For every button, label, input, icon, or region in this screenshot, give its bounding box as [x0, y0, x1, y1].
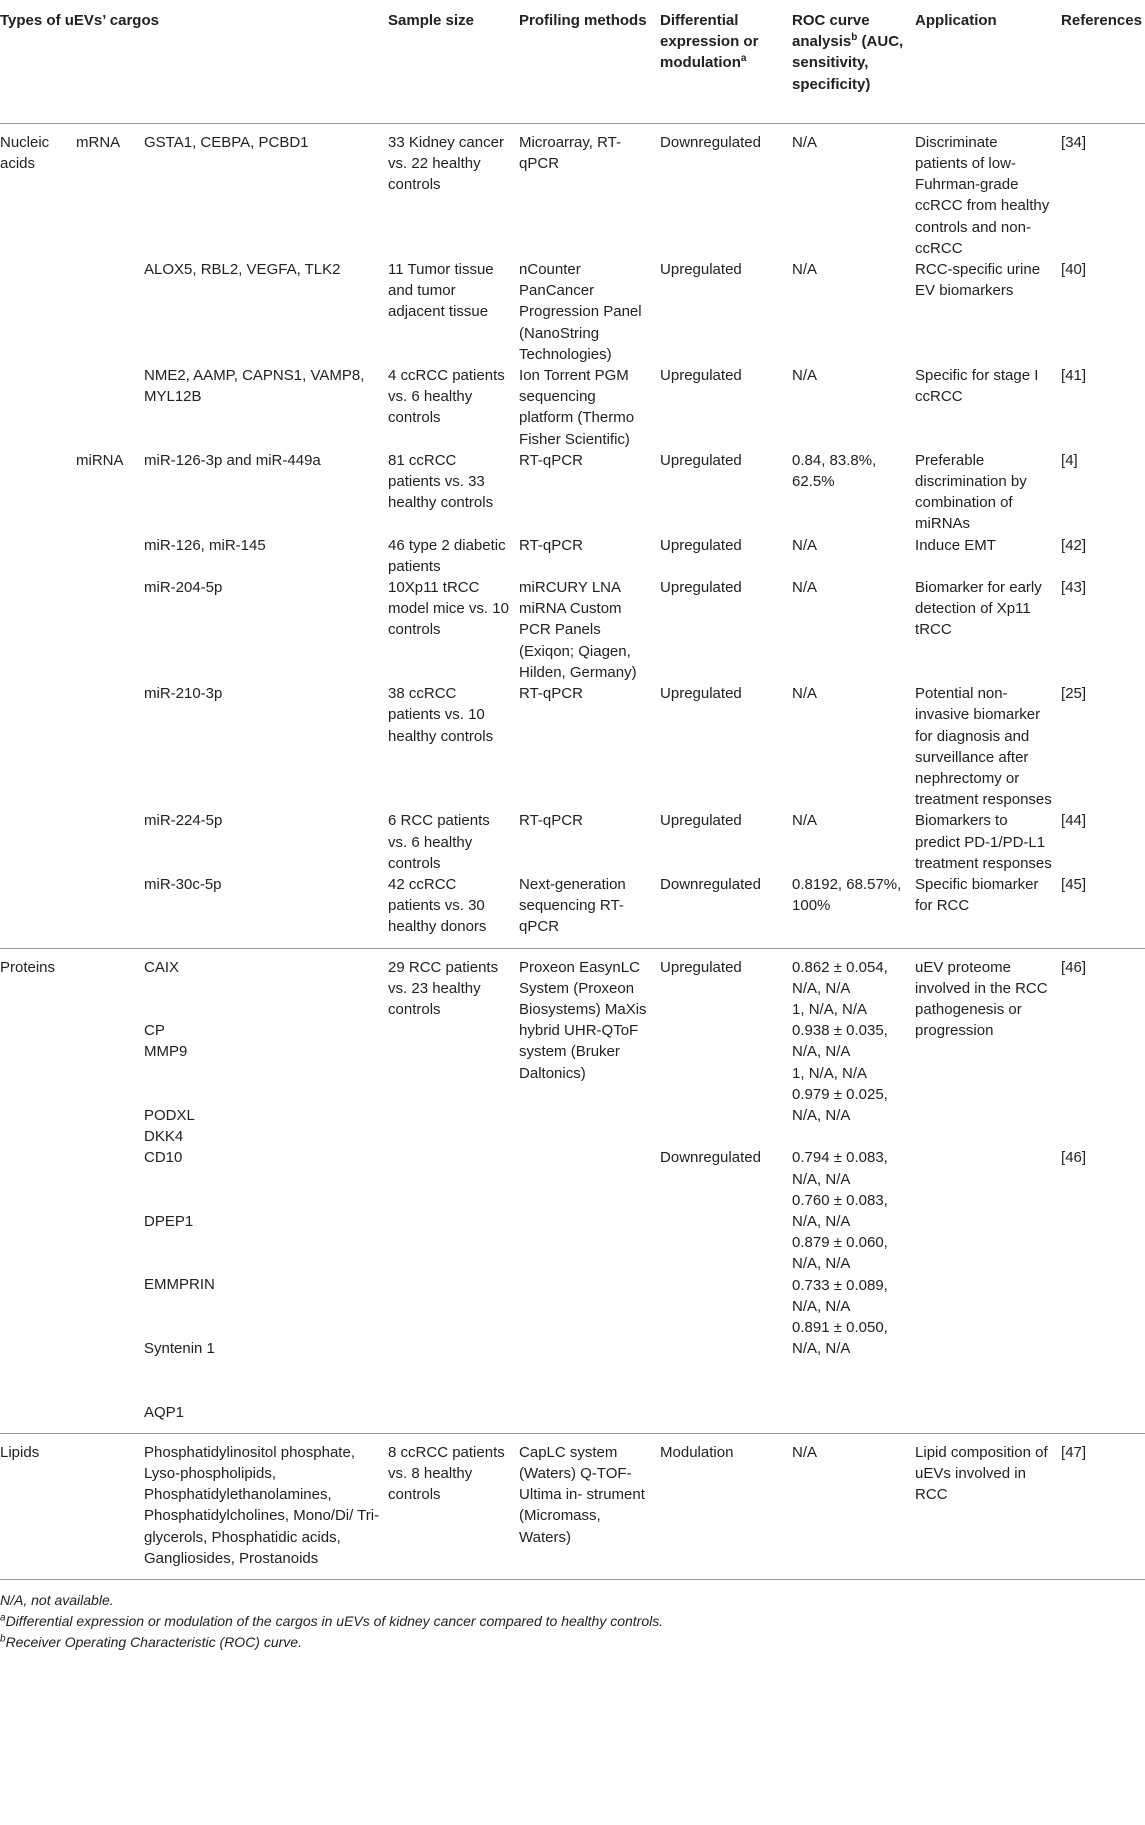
header-application: Application [915, 12, 997, 29]
table-row: Nucleic acids mRNA GSTA1, CEBPA, PCBD1 33 Kidney cancer vs. 22 healthy controls Microarray, RT-qPCR Downregulated N/A Discriminate patients of low-Fuhrman-grade ccRCC from healthy controls and non-ccRCC [34] [0, 123, 1145, 259]
nucleic-acids-group [0, 123, 1145, 948]
footnote-na: N/A, not available. [0, 1592, 114, 1609]
header-roc: ROC curve analysis$^b$ (AUC, sensitivity, specificity) [792, 12, 904, 93]
table-row: miRNA miR-126-3p and miR-449a 81 ccRCC patients vs. 33 healthy controls RT-qPCR Upregulated 0.84, 83.8%, 62.5% Preferable discrimination by combination of miRNAs [4] [0, 450, 1145, 535]
table-row: miR-210-3p 38 ccRCC patients vs. 10 healthy controls RT-qPCR Upregulated N/A Potential non-invasive biomarker for diagnosis and surveillance after nephrectomy or treatment responses [25] [144, 685, 1087, 809]
table-row: ALOX5, RBL2, VEGFA, TLK2 11 Tumor tissue and tumor adjacent tissue nCounter PanCancer Progression Panel (NanoString Technologies) Upregulated N/A RCC-specific urine EV biomarkers [40] [144, 261, 1087, 363]
footnote-a: $^a$Differential expression or modulation of the cargos in uEVs of kidney cancer compared to healthy controls. [0, 1612, 664, 1630]
header-references: References [1061, 12, 1142, 29]
subcategory-label: miRNA [76, 451, 124, 469]
table-row: miR-30c-5p 42 ccRCC patients vs. 30 healthy donors Next-generation sequencing RT-qPCR Downregulated 0.8192, 68.57%, 100% Specific biomarker for RCC [45] [144, 875, 1087, 936]
table-row: miR-204-5p 10Xp11 tRCC model mice vs. 10 controls miRCURY LNA miRNA Custom PCR Panels (Exiqon; Qiagen, Hilden, Germany) Upregulated N/A Biomarker for early detection of Xp11 tRCC [43] [144, 579, 1087, 681]
category-label: Lipids [0, 1443, 40, 1461]
table-row: Proteins CAIX CP MMP9 PODXL DKK4 29 RCC patients vs. 23 healthy controls Proxeon EasynLC System (Proxeon Biosystems) MaXis hybrid UHR-QToF system (Bruker Daltonics) Upregulated 0.862 ± 0.054, N/A, N/A 1, N/A, N/A 0.938 ± 0.035, N/A, N/A 1, N/A, N/A 0.979 ± 0.025, N/A, N/A uEV proteome involved in the RCC pathogenesis or progression [46] [0, 948, 1145, 1147]
category-label: Nucleic acids [0, 133, 50, 173]
table-row: Lipids Phosphatidylinositol phosphate, Lyso-phospholipids, Phosphatidylethanolamines, Phosphatidylcholines, Mono/Di/ Tri-glycerols, Phosphatidic acids, Gangliosides, Prostanoids 8 ccRCC patients vs. 8 healthy controls CapLC system (Waters) Q-TOF-Ultima in- strument (Micromass, Waters) Modulation N/A Lipid composition of uEVs involved in RCC [47] [0, 1433, 1145, 1579]
header-methods: Profiling methods [519, 12, 647, 29]
table-row: miR-224-5p 6 RCC patients vs. 6 healthy controls RT-qPCR Upregulated N/A Biomarkers to predict PD-1/PD-L1 treatment responses [44] [144, 812, 1087, 872]
table-row: miR-126, miR-145 46 type 2 diabetic patients RT-qPCR Upregulated N/A Induce EMT [42] [144, 536, 1087, 575]
proteins-group [0, 948, 1145, 1433]
header-sample: Sample size [388, 12, 474, 29]
footnote-b: $^b$Receiver Operating Characteristic (ROC) curve. [0, 1633, 302, 1651]
category-label: Proteins [0, 958, 56, 976]
table-header [0, 0, 1145, 123]
table-row: NME2, AAMP, CAPNS1, VAMP8, MYL12B 4 ccRCC patients vs. 6 healthy controls Ion Torrent PGM sequencing platform (Thermo Fisher Scientific) Upregulated N/A Specific for stage I ccRCC [41] [144, 367, 1087, 448]
lipids-group [0, 1433, 1145, 1579]
header-types: Types of uEVs’ cargos [0, 12, 159, 29]
header-diff: Differential expression or modulation$^a$ [660, 12, 759, 72]
table-row: CD10 DPEP1 EMMPRIN Syntenin 1 AQP1 Downregulated 0.794 ± 0.083, N/A, N/A 0.760 ± 0.083, N/A, N/A 0.879 ± 0.060, N/A, N/A 0.733 ± 0.089, N/A, N/A 0.891 ± 0.050, N/A, N/A [46] [144, 1149, 1087, 1421]
subcategory-label: mRNA [76, 133, 121, 151]
table-footnotes [0, 1580, 1145, 1653]
